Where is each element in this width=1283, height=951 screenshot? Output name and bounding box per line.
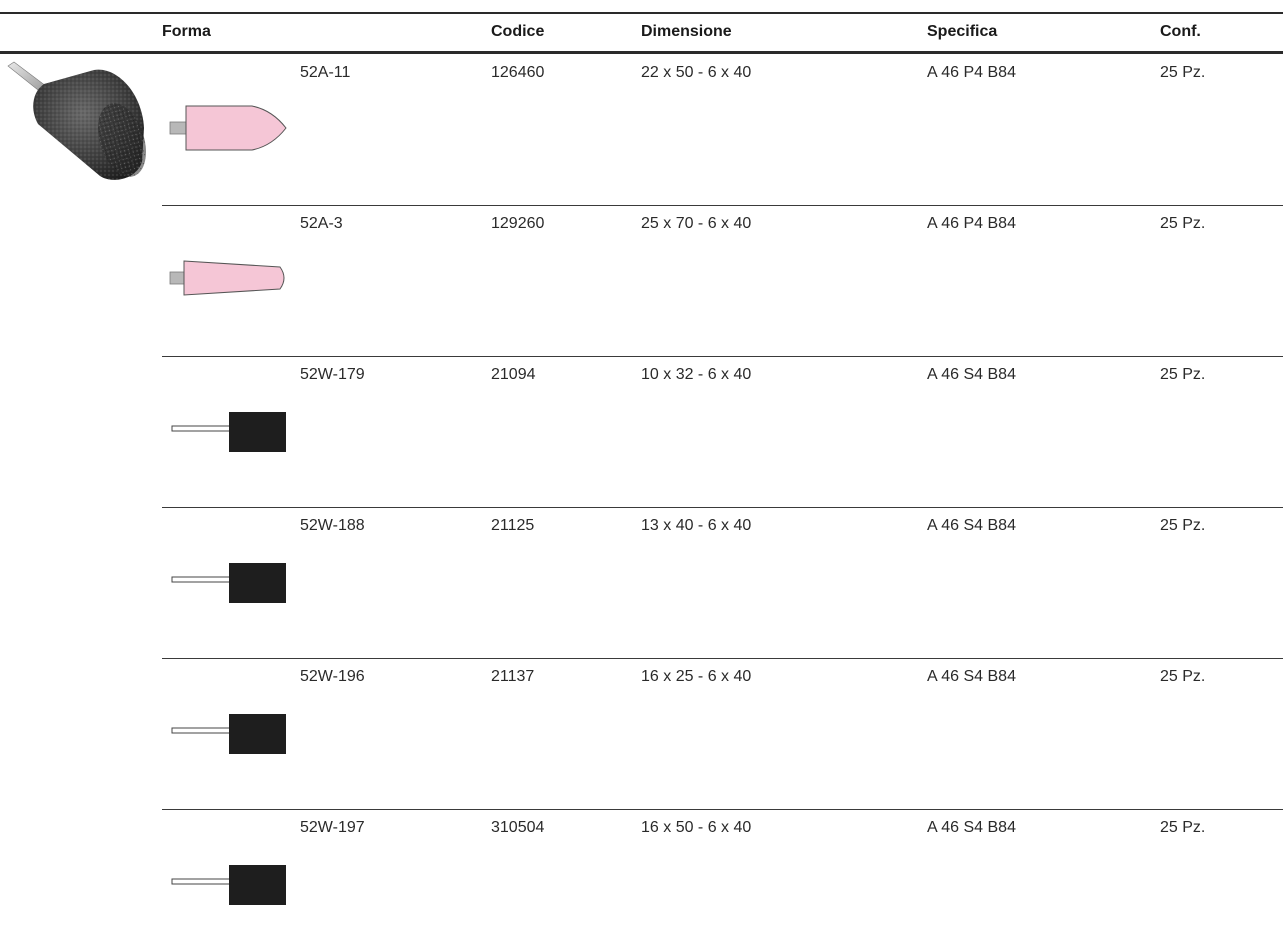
table-row — [0, 54, 1283, 205]
cell-conf: 25 Pz. — [1160, 819, 1206, 836]
pink-bullet-shape-icon — [166, 92, 290, 162]
cell-specifica: A 46 P4 B84 — [927, 215, 1016, 232]
black-cylinder-shape-icon — [166, 394, 290, 464]
row-divider — [162, 356, 1283, 357]
cell-conf: 25 Pz. — [1160, 366, 1206, 383]
cell-conf: 25 Pz. — [1160, 668, 1206, 685]
cell-dimensione: 16 x 25 - 6 x 40 — [641, 668, 752, 685]
header-forma: Forma — [162, 23, 211, 40]
cell-specifica: A 46 S4 B84 — [927, 668, 1016, 685]
black-cylinder-shape-icon — [166, 545, 290, 615]
cell-forma: 52W-196 — [300, 668, 365, 685]
cell-conf: 25 Pz. — [1160, 517, 1206, 534]
cell-specifica: A 46 S4 B84 — [927, 366, 1016, 383]
cell-specifica: A 46 S4 B84 — [927, 517, 1016, 534]
pink-taper-shape-icon — [166, 243, 290, 313]
cell-dimensione: 10 x 32 - 6 x 40 — [641, 366, 752, 383]
table-row — [0, 205, 1283, 356]
cell-forma: 52A-3 — [300, 215, 343, 232]
cell-specifica: A 46 P4 B84 — [927, 64, 1016, 81]
cell-dimensione: 13 x 40 - 6 x 40 — [641, 517, 752, 534]
table-row — [0, 809, 1283, 951]
black-cylinder-shape-icon — [166, 847, 290, 917]
row-divider — [162, 658, 1283, 659]
table-row — [0, 658, 1283, 809]
header-dimensione: Dimensione — [641, 23, 732, 40]
cell-codice: 21094 — [491, 366, 536, 383]
cell-codice: 129260 — [491, 215, 545, 232]
table-row — [0, 507, 1283, 658]
cell-forma: 52W-197 — [300, 819, 365, 836]
cell-codice: 126460 — [491, 64, 545, 81]
header-specifica: Specifica — [927, 23, 998, 40]
cell-dimensione: 25 x 70 - 6 x 40 — [641, 215, 752, 232]
cell-conf: 25 Pz. — [1160, 64, 1206, 81]
header-conf: Conf. — [1160, 23, 1201, 40]
table-row — [0, 356, 1283, 507]
cell-forma: 52W-188 — [300, 517, 365, 534]
cell-forma: 52W-179 — [300, 366, 365, 383]
cell-specifica: A 46 S4 B84 — [927, 819, 1016, 836]
cell-dimensione: 22 x 50 - 6 x 40 — [641, 64, 752, 81]
header-codice: Codice — [491, 23, 545, 40]
cell-conf: 25 Pz. — [1160, 215, 1206, 232]
cell-dimensione: 16 x 50 - 6 x 40 — [641, 819, 752, 836]
cell-codice: 21137 — [491, 668, 535, 685]
cell-codice: 310504 — [491, 819, 545, 836]
row-divider — [162, 809, 1283, 810]
cell-forma: 52A-11 — [300, 64, 351, 81]
row-divider — [162, 205, 1283, 206]
cell-codice: 21125 — [491, 517, 535, 534]
black-cylinder-shape-icon — [166, 696, 290, 766]
top-rule — [0, 12, 1283, 14]
row-divider — [162, 507, 1283, 508]
